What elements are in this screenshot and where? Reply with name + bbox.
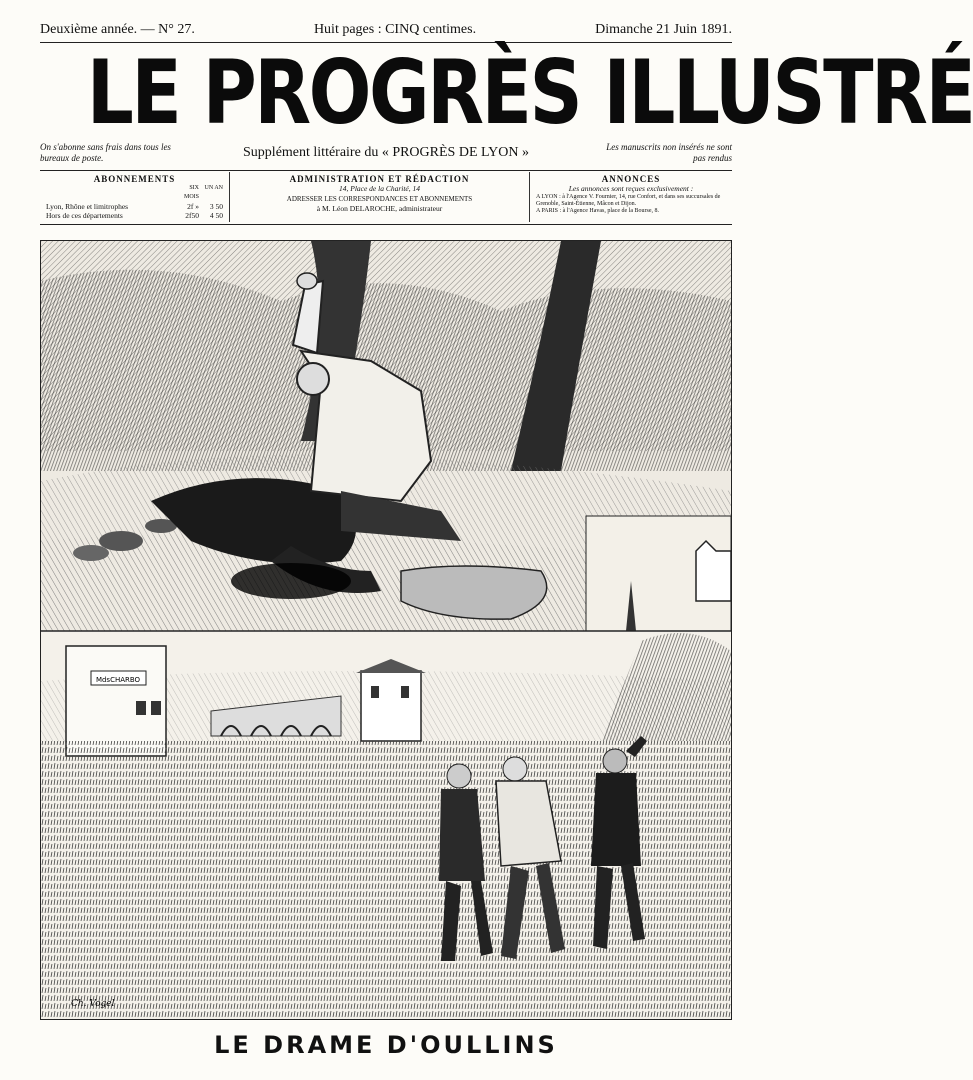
lower-scene [41, 632, 731, 1019]
shop-sign-text: MdsCHARBO [95, 676, 141, 684]
subscription-note: On s'abonne sans frais dans tous les bureaux de poste. [40, 142, 171, 163]
stone [99, 531, 143, 551]
attacker-head [297, 363, 329, 395]
subscription-six: 2f » [187, 202, 199, 211]
upper-scene [41, 241, 731, 631]
artist-signature: Ch. Vogel [71, 999, 115, 1009]
stone-in-hand [297, 273, 317, 289]
subscription-year: 3 50 [209, 202, 223, 211]
subscription-six: 2f50 [185, 211, 199, 220]
subscription-label: Lyon, Rhône et limitrophes [46, 202, 129, 211]
annonces-paris: A PARIS : à l'Agence Havas, place de la Bourse, 8. [536, 208, 659, 214]
subscriptions-col-headers [46, 184, 223, 202]
annonces-lyon: A LYON : à l'Agence V. Fournier, 14, rue Confort, et dans ses succursales de Grenoble, Saint-Étienne, Mâcon et Dijon. [536, 194, 721, 207]
administration-heading: ADMINISTRATION ET RÉDACTION [289, 174, 470, 184]
subscriptions-block [40, 172, 230, 222]
annonces-note: Les annonces sont reçues exclusivement : [568, 184, 694, 193]
col-six-months: SIX MOIS [183, 185, 199, 200]
pages-price: Huit pages : CINQ centimes. [313, 22, 477, 37]
top-info-line [40, 20, 732, 40]
subscription-row [46, 202, 223, 211]
info-rule-top [40, 170, 732, 171]
masthead-title: LE PROGRÈS ILLUSTRÉ [86, 41, 973, 144]
info-box [40, 172, 732, 222]
edition-number: Deuxième année. — N° 27. [40, 22, 195, 37]
annonces-heading: ANNONCES [601, 174, 661, 184]
main-caption: LE DRAME D'OULLINS [214, 1031, 558, 1059]
subscriptions-heading: ABONNEMENTS [93, 174, 176, 184]
info-rule-bottom [40, 224, 732, 225]
subscription-row [46, 211, 223, 220]
annonces-block [530, 172, 732, 222]
administration-administrator: à M. Léon DELAROCHE, administrateur [316, 204, 443, 213]
engraving-illustration [40, 240, 732, 1020]
blood-pool [231, 563, 351, 599]
stone [73, 545, 109, 561]
administration-correspondence: ADRESSER LES CORRESPONDANCES ET ABONNEMENTS [286, 195, 473, 203]
subtitle: Supplément littéraire du « PROGRÈS DE LYON » [243, 145, 529, 160]
manuscript-note: Les manuscrits non insérés ne sont pas rendus [606, 142, 732, 163]
subscription-label: Hors de ces départements [46, 211, 123, 220]
house [361, 671, 421, 741]
subscription-year: 4 50 [209, 211, 223, 220]
subtitle-row [40, 138, 732, 168]
administration-address: 14, Place de la Charité, 14 [338, 184, 421, 193]
administration-block [230, 172, 530, 222]
issue-date: Dimanche 21 Juin 1891. [595, 22, 732, 37]
col-one-year: UN AN [204, 185, 223, 191]
